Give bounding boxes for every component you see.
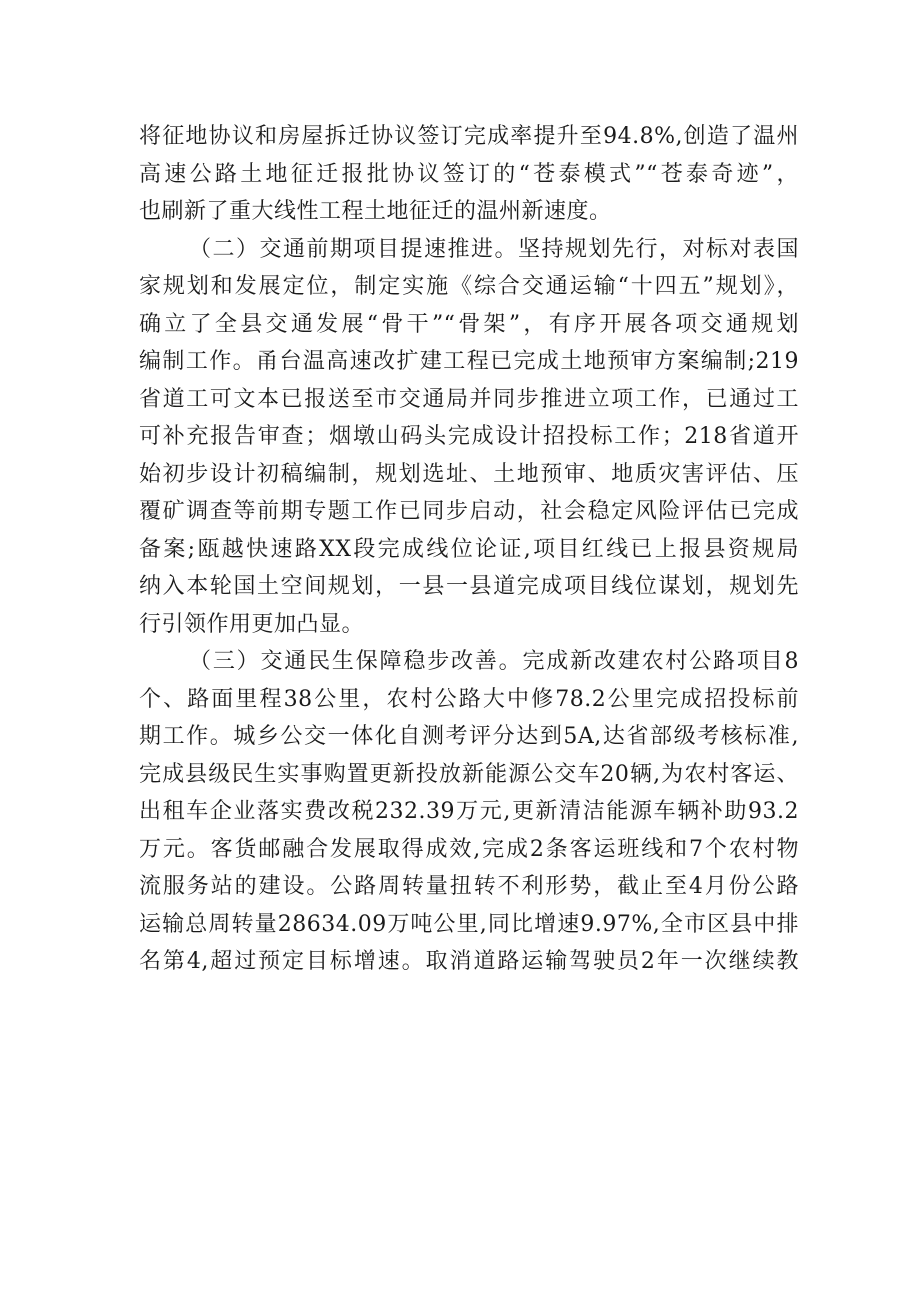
text-line: 期工作。城乡公交一体化自测考评分达到5A,达省部级考核标准, — [139, 724, 799, 749]
text-line: 出租车企业落实费改税232.39万元,更新清洁能源车辆补助93.2 — [139, 799, 799, 824]
text-line: （二）交通前期项目提速推进。坚持规划先行，对标对表国 — [189, 236, 799, 262]
text-line: 个、路面里程38公里，农村公路大中修78.2公里完成招投标前 — [139, 686, 799, 712]
text-line: 完成县级民生实事购置更新投放新能源公交车20辆,为农村客运、 — [139, 761, 799, 787]
text-line: 家规划和发展定位，制定实施《综合交通运输“十四五”规划》， — [139, 274, 799, 299]
text-line: 备案;瓯越快速路XX段完成线位论证,项目红线已上报县资规局 — [139, 536, 799, 562]
paragraph-livelihood-support — [139, 643, 799, 981]
text-line: 覆矿调查等前期专题工作已同步启动，社会稳定风险评估已完成 — [139, 499, 799, 524]
text-line: 将征地协议和房屋拆迁协议签订完成率提升至94.8%,创造了温州 — [139, 124, 799, 149]
text-line: 确立了全县交通发展“骨干”“骨架”，有序开展各项交通规划 — [139, 311, 799, 337]
paragraph-preliminary-projects — [139, 231, 799, 644]
text-line: 万元。客货邮融合发展取得成效,完成2条客运班线和7个农村物 — [139, 836, 799, 862]
text-line: 高速公路土地征迁报批协议签订的“苍泰模式”“苍泰奇迹”， — [139, 161, 799, 187]
text-line: 始初步设计初稿编制，规划选址、土地预审、地质灾害评估、压 — [139, 461, 799, 487]
text-line: 运输总周转量28634.09万吨公里,同比增速9.97%,全市区县中排 — [139, 911, 799, 937]
text-line: 流服务站的建设。公路周转量扭转不利形势，截止至4月份公路 — [139, 874, 799, 899]
text-line: 也刷新了重大线性工程土地征迁的温州新速度。 — [139, 199, 612, 224]
text-line: 可补充报告审查；烟墩山码头完成设计招投标工作；218省道开 — [139, 424, 799, 449]
text-line: 编制工作。甬台温高速改扩建工程已完成土地预审方案编制;219 — [139, 349, 799, 374]
text-line: 名第4,超过预定目标增速。取消道路运输驾驶员2年一次继续教 — [139, 949, 799, 974]
paragraph-land-acquisition — [139, 118, 799, 231]
text-line: （三）交通民生保障稳步改善。完成新改建农村公路项目8 — [189, 649, 799, 674]
text-line: 纳入本轮国土空间规划，一县一县道完成项目线位谋划，规划先 — [139, 574, 799, 599]
text-line: 省道工可文本已报送至市交通局并同步推进立项工作，已通过工 — [139, 386, 799, 412]
document-body — [139, 118, 799, 981]
text-line: 行引领作用更加凸显。 — [139, 611, 365, 637]
